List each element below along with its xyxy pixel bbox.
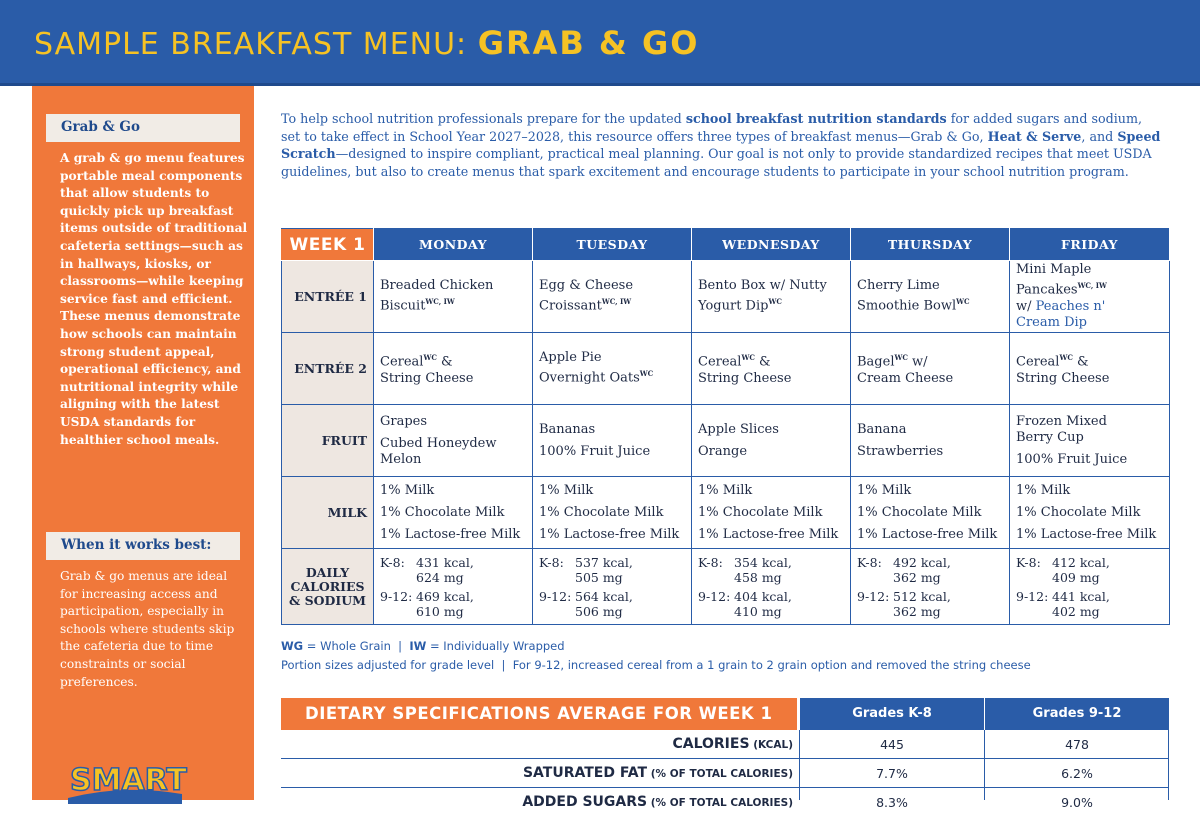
item-tag: WC, IW	[601, 297, 632, 307]
specs-label	[281, 736, 793, 752]
cell-fruit-mon	[374, 405, 533, 477]
item-text: Cereal	[1016, 354, 1060, 370]
specs-title: DIETARY SPECIFICATIONS AVERAGE FOR WEEK 1	[281, 698, 797, 730]
grade-label: 9-12:	[1016, 588, 1049, 604]
legend-abbreviations	[281, 637, 1031, 656]
legend	[281, 637, 1031, 675]
item-text: Cubed Honeydew	[380, 435, 497, 451]
kcal-value: 412 kcal,	[1052, 554, 1110, 570]
item-text: Grapes	[380, 413, 428, 429]
specs-label-unit: (% OF TOTAL CALORIES)	[647, 768, 793, 780]
grade-label: 9-12:	[857, 588, 890, 604]
specs-label-text: CALORIES	[672, 736, 750, 752]
item-text: Cereal	[698, 354, 742, 370]
kcal-value: 354 kcal,	[734, 554, 792, 570]
page-header	[0, 0, 1200, 86]
page-title	[34, 24, 699, 62]
day-header-monday: MONDAY	[374, 229, 533, 261]
specs-label	[281, 794, 793, 810]
intro-link-speed-scratch[interactable]: Speed Scratch	[281, 128, 1161, 162]
item-text: 1% Milk	[857, 482, 912, 498]
item-text: String Cheese	[1016, 370, 1110, 386]
specs-label-text: ADDED SUGARS	[522, 794, 648, 810]
logo-text: SMART	[70, 763, 187, 798]
week-menu-table	[281, 228, 1170, 625]
item-tag: WC	[639, 369, 654, 379]
grade-label: 9-12:	[380, 588, 413, 604]
specs-value-k8: 445	[880, 737, 904, 752]
cell-entree1-wed	[692, 261, 851, 333]
intro-paragraph	[281, 110, 1161, 180]
week-label: WEEK 1	[282, 229, 374, 261]
sodium-value: 402 mg	[1052, 603, 1100, 619]
intro-text-2: for added sugars and sodium, set to take effect in School Year 2027–2028, this resource offers three types of breakfast menus—Grab & Go,	[281, 111, 1143, 144]
sidebar-description: A grab & go menu features portable meal components that allow students to quickly pick up breakfast items outside of traditional cafeteria settings—such as in hallways, kiosks, or classrooms—while keeping service fast and efficient. These menus demonstrate how schools can maintain strong student appeal, operational efficiency, and nutritional integrity while aligning with the latest USDA standards for healthier school meals.	[60, 151, 248, 447]
item-text: 1% Lactose-free Milk	[857, 526, 998, 542]
sodium-value: 362 mg	[893, 569, 941, 585]
item-text: Banana	[857, 421, 907, 437]
item-text: Strawberries	[857, 443, 944, 459]
cell-calories-wed	[692, 549, 851, 625]
grade-label: K-8:	[380, 554, 405, 570]
specs-label-unit: (KCAL)	[749, 739, 793, 751]
item-text: 1% Lactose-free Milk	[539, 526, 680, 542]
sidebar-heading-grab-go: Grab & Go	[46, 114, 240, 142]
item-text: &	[754, 354, 771, 370]
grade-label: K-8:	[539, 554, 564, 570]
label-line: CALORIES	[290, 578, 365, 594]
row-label-fruit: FRUIT	[282, 405, 374, 477]
item-text: Cereal	[380, 354, 424, 370]
smart-logo	[64, 754, 187, 804]
item-text: Bananas	[539, 421, 596, 437]
cell-entree2-tue	[533, 333, 692, 405]
recipe-link[interactable]: Bento Box w/ Nutty	[698, 278, 827, 294]
recipe-link[interactable]: Cherry Lime	[857, 278, 940, 294]
specs-divider	[799, 730, 800, 800]
sidebar-works-best-text: Grab & go menus are ideal for increasing access and participation, especially in schools where students skip the cafeteria due to time constraints or social preferences.	[60, 569, 235, 689]
item-text: 1% Milk	[539, 482, 594, 498]
day-header-wednesday: WEDNESDAY	[692, 229, 851, 261]
item-text: 1% Chocolate Milk	[380, 504, 505, 520]
row-label-milk: MILK	[282, 477, 374, 549]
item-text: Berry Cup	[1016, 429, 1084, 445]
item-text: &	[436, 354, 453, 370]
item-text: Bagel	[857, 354, 895, 370]
cell-entree2-wed	[692, 333, 851, 405]
item-tag: WC	[768, 297, 782, 307]
item-text: w/	[907, 354, 928, 370]
kcal-value: 441 kcal,	[1052, 588, 1110, 604]
item-tag: WC	[423, 353, 437, 363]
item-text: 1% Lactose-free Milk	[380, 526, 521, 542]
cell-milk-thu	[851, 477, 1010, 549]
row-label-calories	[282, 549, 374, 625]
sodium-value: 410 mg	[734, 603, 782, 619]
kcal-value: 469 kcal,	[416, 588, 474, 604]
table-row-entree1	[282, 261, 1170, 333]
title-light: SAMPLE BREAKFAST MENU:	[34, 27, 468, 62]
item-text: 1% Chocolate Milk	[698, 504, 823, 520]
specs-label-unit: (% OF TOTAL CALORIES)	[647, 797, 793, 809]
cell-entree1-mon	[374, 261, 533, 333]
item-text: 100% Fruit Juice	[539, 443, 651, 459]
cell-calories-thu	[851, 549, 1010, 625]
recipe-link[interactable]: Smoothie Bowl	[857, 298, 957, 314]
intro-text-3: , and	[1081, 128, 1118, 144]
item-text: Melon	[380, 451, 422, 467]
item-text: Croissant	[539, 298, 602, 314]
item-text: Mini Maple	[1016, 262, 1092, 278]
specs-value-912: 9.0%	[1061, 795, 1093, 810]
kcal-value: 564 kcal,	[575, 588, 633, 604]
cell-milk-mon	[374, 477, 533, 549]
cell-fruit-fri	[1010, 405, 1170, 477]
label-line: & SODIUM	[289, 592, 366, 608]
recipe-link[interactable]: Yogurt Dip	[698, 298, 769, 314]
recipe-link[interactable]: Cream Dip	[1016, 314, 1087, 330]
kcal-value: 431 kcal,	[416, 554, 474, 570]
item-text: 1% Chocolate Milk	[539, 504, 664, 520]
grade-label: 9-12:	[539, 588, 572, 604]
item-text: Apple Slices	[698, 421, 779, 437]
item-text: &	[1072, 354, 1089, 370]
cell-fruit-tue	[533, 405, 692, 477]
recipe-link[interactable]: Apple Pie	[539, 350, 602, 366]
row-label-entree2: ENTRÉE 2	[282, 333, 374, 405]
sodium-value: 505 mg	[575, 569, 623, 585]
item-text: 1% Chocolate Milk	[1016, 504, 1141, 520]
grade-label: K-8:	[857, 554, 882, 570]
cell-entree1-tue	[533, 261, 692, 333]
specs-row-saturated-fat	[281, 759, 1169, 788]
item-text: String Cheese	[698, 370, 792, 386]
grade-label: K-8:	[1016, 554, 1041, 570]
item-tag: WC	[1059, 353, 1073, 363]
intro-text-4: —designed to inspire compliant, practical meal planning. Our goal is not only to provide standardized recipes that meet USDA guidelines, but also to create menus that spark excitement and encourage students to participate in your school nutrition program.	[281, 146, 1152, 179]
kcal-value: 404 kcal,	[734, 588, 792, 604]
sodium-value: 624 mg	[416, 569, 464, 585]
day-header-friday: FRIDAY	[1010, 229, 1170, 261]
item-text: 1% Lactose-free Milk	[1016, 526, 1157, 542]
table-header-row	[282, 229, 1170, 261]
specs-row-added-sugars	[281, 788, 1169, 817]
item-text: 1% Chocolate Milk	[857, 504, 982, 520]
legend-wg-text: = Whole Grain |	[303, 639, 410, 653]
sodium-value: 610 mg	[416, 603, 464, 619]
label-line: DAILY	[305, 564, 350, 580]
item-tag: WC	[894, 353, 908, 363]
item-text: Breaded Chicken	[380, 278, 494, 294]
specs-col-k8: Grades K-8	[800, 698, 984, 730]
intro-text-1: To help school nutrition professionals prepare for the updated	[281, 111, 686, 126]
item-text: 100% Fruit Juice	[1016, 451, 1128, 467]
sidebar-heading-works-best: When it works best:	[46, 532, 240, 560]
item-tag: WC, IW	[425, 297, 455, 307]
sodium-value: 506 mg	[575, 603, 623, 619]
item-text: Orange	[698, 443, 748, 459]
specs-value-912: 6.2%	[1061, 766, 1093, 781]
item-text: Egg & Cheese	[539, 278, 634, 294]
kcal-value: 512 kcal,	[893, 588, 951, 604]
item-text: Frozen Mixed	[1016, 413, 1107, 429]
specs-divider	[984, 730, 985, 800]
item-tag: WC	[956, 297, 970, 307]
item-text: 1% Lactose-free Milk	[698, 526, 839, 542]
kcal-value: 537 kcal,	[575, 554, 633, 570]
grade-label: K-8:	[698, 554, 723, 570]
cell-fruit-wed	[692, 405, 851, 477]
item-text: w/	[1016, 298, 1036, 314]
table-row-entree2	[282, 333, 1170, 405]
day-header-thursday: THURSDAY	[851, 229, 1010, 261]
recipe-link[interactable]: Peaches n'	[1035, 298, 1106, 314]
legend-iw-abbr: IW	[409, 639, 427, 653]
cell-milk-fri	[1010, 477, 1170, 549]
item-text: Cream Cheese	[857, 370, 954, 386]
specs-divider	[1168, 730, 1169, 800]
sodium-value: 409 mg	[1052, 569, 1100, 585]
specs-value-k8: 7.7%	[876, 766, 908, 781]
cell-milk-wed	[692, 477, 851, 549]
item-text: Pancakes	[1016, 282, 1078, 298]
item-text: String Cheese	[380, 370, 474, 386]
table-row-milk	[282, 477, 1170, 549]
item-tag: WC, IW	[1077, 281, 1107, 291]
sodium-value: 362 mg	[893, 603, 941, 619]
cell-entree1-fri	[1010, 261, 1170, 333]
cell-milk-tue	[533, 477, 692, 549]
title-bold: GRAB & GO	[477, 24, 700, 62]
specs-col-912: Grades 9-12	[985, 698, 1169, 730]
kcal-value: 492 kcal,	[893, 554, 951, 570]
item-text: 1% Milk	[1016, 482, 1071, 498]
legend-portion-note: Portion sizes adjusted for grade level | For 9-12, increased cereal from a 1 grain to 2 grain option and removed the string cheese	[281, 658, 1031, 672]
table-row-calories	[282, 549, 1170, 625]
item-text: 1% Milk	[698, 482, 753, 498]
cell-calories-tue	[533, 549, 692, 625]
table-row-fruit	[282, 405, 1170, 477]
cell-calories-mon	[374, 549, 533, 625]
cell-entree2-mon	[374, 333, 533, 405]
intro-link-standards[interactable]: school breakfast nutrition standards	[685, 111, 947, 126]
row-label-entree1: ENTRÉE 1	[282, 261, 374, 333]
cell-entree1-thu	[851, 261, 1010, 333]
cell-entree2-fri	[1010, 333, 1170, 405]
item-tag: WC	[741, 353, 755, 363]
grade-label: 9-12:	[698, 588, 731, 604]
specs-label	[281, 765, 793, 781]
cell-calories-fri	[1010, 549, 1170, 625]
specs-value-k8: 8.3%	[876, 795, 908, 810]
specs-value-912: 478	[1065, 737, 1089, 752]
specs-label-text: SATURATED FAT	[522, 765, 648, 781]
item-text: Biscuit	[380, 298, 426, 314]
day-header-tuesday: TUESDAY	[533, 229, 692, 261]
specs-row-calories	[281, 730, 1169, 759]
sodium-value: 458 mg	[734, 569, 782, 585]
item-text: 1% Milk	[380, 482, 435, 498]
recipe-link[interactable]: Overnight Oats	[539, 370, 640, 386]
sidebar	[32, 86, 254, 800]
legend-iw-text: = Individually Wrapped	[426, 639, 565, 653]
intro-link-heat-serve[interactable]: Heat & Serve	[987, 128, 1082, 144]
legend-wg-abbr: WG	[281, 639, 304, 653]
cell-entree2-thu	[851, 333, 1010, 405]
cell-fruit-thu	[851, 405, 1010, 477]
